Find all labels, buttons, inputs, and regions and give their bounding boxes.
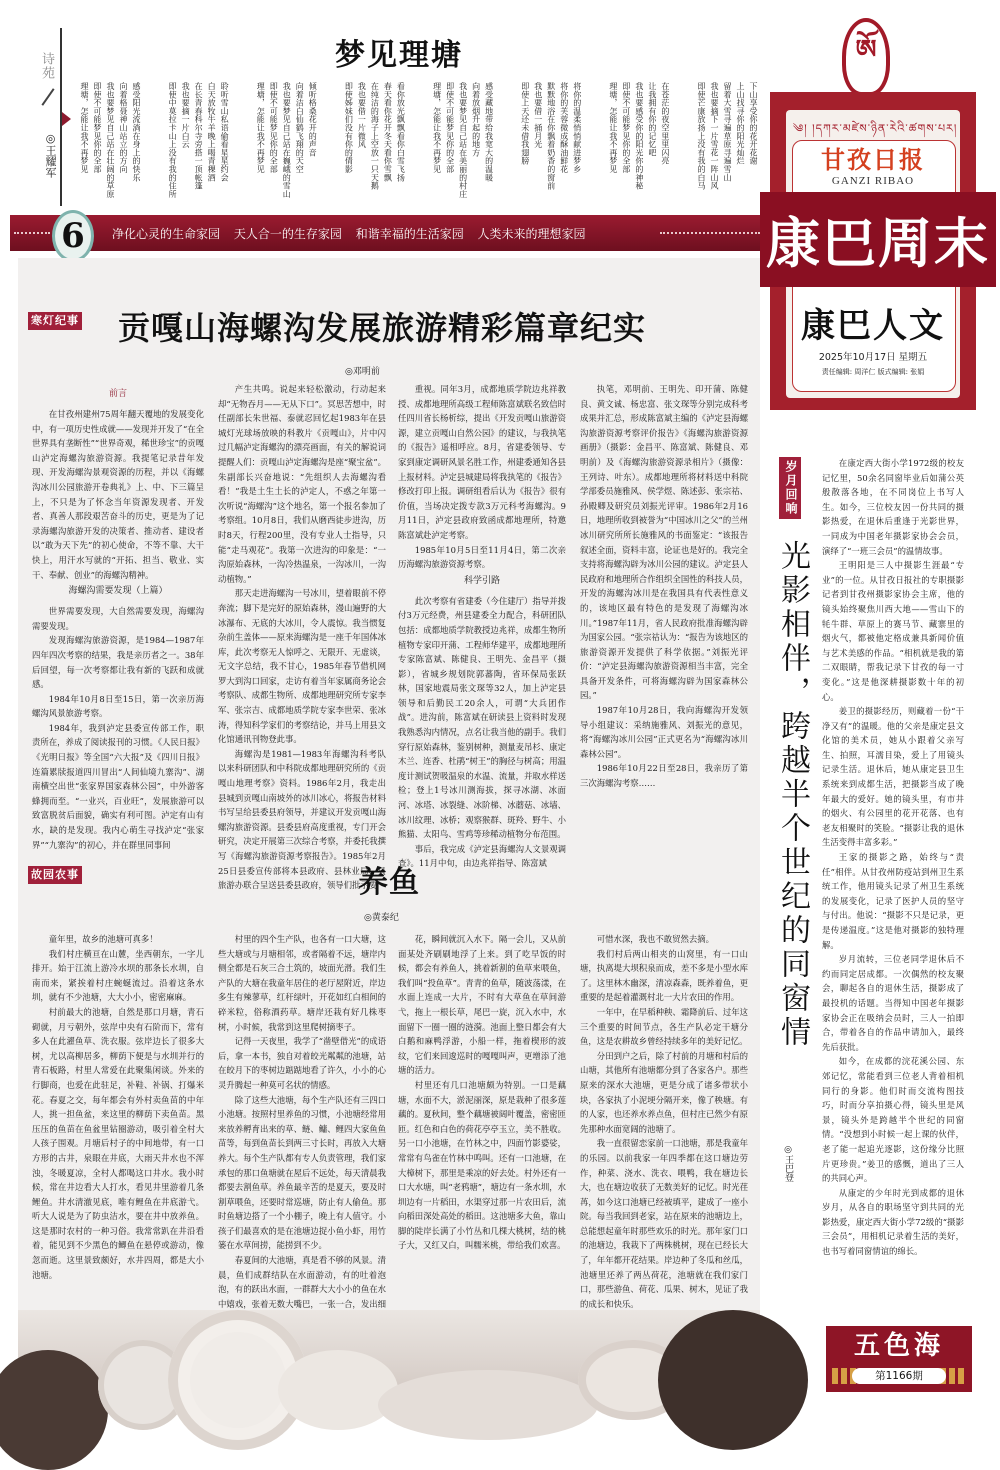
paragraph: 1985年10月5日至11月4日，第二次亲历海螺沟旅游资源考察。 <box>398 544 566 570</box>
poem-line: 白天放牧牛羊晚上喝青稞酒 <box>207 82 217 182</box>
paragraph: 姜卫的摄影经历，则藏着一份“干净又有”的温暖。他的父亲是康定县文化馆的美术员，她从小跟着父亲写生、拍照，耳濡目染，爱上了用镜头记录生活。退休后，她从康定县卫生系统来到成都生活，把摄影当成了晚年最大的爱好。她的镜头里，有市井的烟火、有公园里的花开花落、也有老友相聚时的笑脸。“摄影让我的退休生活变得丰富多彩。” <box>822 706 964 848</box>
paragraph: 村里的四个生产队，也各有一口大塘，这些大塘或与月塘相邻，或者隔着不远，塘岸内侧全都是石灰三合土筑的，坡面光滑。我们生产队的大塘在我童年居住的老厅屋附近，岸边多生有辣蓼草，红秆绿叶，开花如红白相间的碎米粒，俗称酒药草。塘岸还栽有好几株枣树，小时候，我常到这里爬树摘枣子。 <box>218 934 386 1032</box>
paragraph: 事后，我完成《泸定县海螺沟人文景观调查》。11月中旬，由边兆祥指导、陈富斌 <box>398 843 566 869</box>
paragraph: 1987年10月28日，我向海螺沟开发领导小组建议：采纳施雅风、刘振光的意见，将“海螺沟冰川公园”正式更名为“海螺沟冰川森林公园”。 <box>580 705 748 759</box>
poem-line: 春天看你花开冬天看你雪飘 <box>383 82 393 182</box>
poem-line: 我也要摘下一片雪花一阵山风 <box>709 82 719 190</box>
subheading: 海螺沟需要发现（上篇） <box>68 586 168 597</box>
paragraph: 如今，在成都的浣花溪公园、东郊记忆，常能看到三位老人背着相机同行的身影。他们时而交流构图技巧，时而分享拍摄心得，镜头里是风景，镜头外是跨越半个世纪的同窗情。“没想到小时候一起上课的伙伴，老了能一起追光逐影，这份缘分比照片更珍贵。”姜卫的感慨，道出了三人的共同心声。 <box>822 1056 964 1184</box>
poem-column-label: 诗苑 <box>39 52 54 80</box>
paragraph: 在康定西大街小学1972级的校友记忆里，50余名同窗毕业后如蒲公英般散落各地，在不同岗位上书写人生。如今，三位校友因一份共同的摄影热爱，在退休后重逢于光影世界，一同成为中国老年摄影家协会会员，演绎了“一班三会员”的温情故事。 <box>822 458 964 556</box>
poem-stanza <box>342 82 407 210</box>
poem-stanza <box>166 82 231 210</box>
article1-title: 贡嘎山海螺沟发展旅游精彩篇章纪实 <box>118 309 647 347</box>
paragraph: 1986年10月22日至28日，我亲历了第三次海螺沟考察…… <box>580 763 748 789</box>
paragraph: 我们村后两山相夹的山窝里，有一口山塘，执离堤大坝积泉而成，差不多是小型水库了。这里林木幽深，清凉森森，既养着鱼，更重要的是起着灌溉村北一大片农田的作用。 <box>580 948 748 1003</box>
poem-line: 让我拥有你的记忆吧 <box>647 82 657 157</box>
slogan-item: 和谐幸福的生活家园 <box>355 227 464 241</box>
poem-line: 在长青春科尔寺旁搭一顶帐篷 <box>194 82 204 190</box>
poem-line: 将你的芙蓉微成酥油鲜花 <box>559 82 569 174</box>
slogan-item: 天人合一的生存家园 <box>233 227 342 241</box>
poem-line: 向着洁白仙鹤飞翔的天空 <box>295 82 305 174</box>
poem-author: ◎王耀军 <box>44 132 57 178</box>
paragraph: 我们村庄横亘在山麓，坐西朝东，一字儿排开。始于江流上游冷水坝的那条长水圳，自南而来，紧挨着村庄蜿蜒流过。沿着这条水圳，就有不少池塘，大大小小，密密麻麻。 <box>32 948 204 1003</box>
paragraph: 产生共鸣。说起来轻松激动，行动起来却“无物吞月——无从下口”。冥思苦想中，时任副部长朱世福、泰就忍回忆起1983年在县城灯光球场放映的科教片《贡嘎山》，片中闪过几幅泸定海螺沟的漂亮画面，有关的解说词提醒人们：贡嘎山泸定海螺沟是座“聚宝盆”。朱副部长兴奋地说：“先组织人去海螺沟看看！”我是土生土长的泸定人，不惑之年第一次听说“海螺沟”这个地名，第一个报名参加了考察组。10月8日，我们从磨西徒步进沟，历时8天，行程200里，没有专业人士指导，只能“走马观花”。我第一次进沟的印象是：“一沟原始森林，一沟冷热温泉，一沟冰川，一沟动植物。” <box>218 384 386 584</box>
tibetan-ribbon-emblem-icon: ཨོ <box>842 18 890 96</box>
poem-line: 聆听雪山私语偷看星星约会 <box>220 82 230 182</box>
poem-stanza <box>78 82 143 210</box>
article1-column-4 <box>580 382 748 849</box>
tibetan-title: ༄། །དཀར་མཛེས་ཉིན་རེའི་ཚགས་པར། <box>792 122 958 135</box>
paragraph: 1984年10月8日至15日，第一次亲历海螺沟风景旅游考察。 <box>32 693 204 719</box>
article2-column-2 <box>218 932 386 1309</box>
article1-section-tag: 寒灯纪事 <box>28 312 82 330</box>
poem-stanza <box>519 82 584 210</box>
issue-number: 第1166期 <box>852 1368 946 1384</box>
paragraph: 花，瞬间就沉入水下。隔一会儿，又从前面某处齐刷刷地浮了上来。到了吃早饭的时候，都会有养鱼人，挑着新割的鱼草来喂鱼，我们叫“投鱼草”。青青的鱼草，随波荡漾，在水面上连成一大片，不时有大草鱼在草间游弋，拖上一根长草，尾巴一旋，沉入水中，水面留下一圈一圈的涟漪。池面上整日都会有大白鹅和麻鸭浮游，小船一样，拖着楔形的波纹，它们来回逡巡时的嘎嘎叫声，更增添了池塘的活力。 <box>398 934 566 1076</box>
poem-line: 即使芒康放扬上没有我的白马 <box>696 82 706 190</box>
dotted-rule <box>14 232 50 234</box>
poem-line: 即使不可能梦见你的全部 <box>269 82 279 174</box>
side-story-section-tag: 岁月回响 <box>779 457 801 519</box>
side-story-title: 光影相伴，跨越半个世纪的同窗情 <box>775 540 810 1050</box>
poem-line: 我也要摘一片白云 <box>181 82 191 149</box>
poem-line: 即使上天还未借我翅膀 <box>520 82 530 165</box>
paragraph: 记得一天夜里，我学了“凿壁借光”的成语后，拿一本书，独自对着皎光粼粼的池塘，站在皎月下的枣树边踮踮地看了许久，小小的心灵升腾起一种莫可名状的情感。 <box>218 1036 386 1090</box>
banner-slogan <box>112 225 596 242</box>
article1-column-1 <box>32 385 204 852</box>
article2-column-4 <box>580 932 748 1309</box>
poem-line: 即使不可能梦见你的全部 <box>621 82 631 174</box>
poem-line: 即使姊妹们没有你的倩影 <box>344 82 354 174</box>
poem-line: 向着放烟升起的地方 <box>471 82 481 157</box>
poem-line: 我也要梦见自己站在美丽的村庄 <box>458 82 468 199</box>
paragraph: 童年里，故乡的池塘可真多！ <box>48 934 158 944</box>
article1-byline: ◎邓明前 <box>345 367 380 377</box>
slogan-item: 人类未来的理想家园 <box>477 227 586 241</box>
poem-line: 理塘，怎能让我不再梦见 <box>256 82 266 174</box>
article2-column-3 <box>398 932 566 1297</box>
article2-column-1 <box>32 932 204 1297</box>
paragraph: 海螺沟是1981—1983年海螺沟科考队以来科研团队和中科院成都地理研究所的《贡嘎山地理考察》资料。1986年2月，我走出县城到贡嘎山南坡外的冰川冰心，将报告材料书写呈给县委县府领导，并建议开发贡嘎山海螺沟旅游资源。县委县府高度重视，专门开会研究，决定开展第三次综合考察，并委托我撰写《海螺沟旅游资源考察报告》。1985年2月25日县委宣传部将本县政府、县林业局、县旅游办联合呈送县委县政府，领导们批示要 <box>218 748 386 891</box>
poem-line: 即使不可能梦见你的全部 <box>445 82 455 174</box>
paragraph: 村里还有几口池塘颇为特别。一口是藕塘，水面不大，淤泥丽深，原是栽种了很多莲藕的。夏秋间，整个藕塘被阔叶覆盖，密密匝匝。红色和白色的荷花亭亭玉立，美不胜收。另一口小池塘，在竹林之中，四面竹影婆娑，常常有鸟雀在竹林中鸣叫。还有一口池塘，在大樟树下，那里是乘凉的好去处。村外还有一口大水塘，叫“老鸦塘”，塘边有一条水圳，水圳边有一片稻田，水渠穿过那一片农田后，流向稻田深处高处的稻田。这池塘多大鱼，靠山脚的陡岸长满了小竹丛和几棵大桃树，结的桃子大，又红又白，叫糯米桃，带给我们欢喜。 <box>398 1079 566 1251</box>
paragraph: 从康定的少年时光到成都的退休岁月，从各自的职场坚守到共同的光影热爱，康定西大街小学72级的“摄影三会员”，用相机记录着生活的美好，也书写着同窗情谊的绵长。 <box>822 1187 964 1257</box>
poem-line: 将你的温柔悄悄献进梦乡 <box>572 82 582 174</box>
poem-line: 默默地浴在你飘着奶香的窗前 <box>546 82 556 190</box>
poem-line: 我也要梦见自己站在巍峨的雪山 <box>282 82 292 199</box>
article1-column-3 <box>398 382 566 869</box>
weekly-title: 康巴周末 <box>760 192 996 287</box>
article2-section-tag: 故园农事 <box>28 866 82 884</box>
poem-line: 倾听格桑花开的声音 <box>308 82 318 157</box>
poem-line: 感受藏地带给我宽大的温暖 <box>484 82 494 182</box>
paragraph: 王明阳是三人中摄影生涯最“专业”的一位。从甘孜日报社的专职摄影记者到甘孜州摄影家协会主席，他的镜头始终聚焦川西大地——雪山下的牦牛群、草原上的赛马节、藏寨里的烟火气，都被他定格成兼具新闻价值与艺术美感的作品。“相机就是我的第二双眼睛，帮我记录下甘孜的每一寸变化。”这是他深耕摄影数十年的初心。 <box>822 560 964 702</box>
newspaper-name: 甘孜日报 <box>821 145 925 174</box>
paragraph: 1984年，我到泸定县委宣传部工作，职责所在，养成了阅读报刊的习惯。《人民日报》《光明日报》等全国“六大报”及《四川日报》连篇累牍报道四川冒出“人间仙境九寨沟”、湖南横空出世“张家界国家森林公园”，中外游客蜂拥而至。“一业兴，百业旺”，发展旅游可以致富脱贫后面貌，确实有利可图。泸定有山有水，缺的是发现。我内心萌生寻找泸定“张家界”“九寨沟”的初心，并在群里同事间 <box>32 722 204 850</box>
slash-divider <box>41 88 54 106</box>
poem-line: 即使中莫拉卡山上没有我的住所 <box>168 82 178 199</box>
poem-body <box>78 82 760 210</box>
poem-line: 即使不可能梦见你的全部 <box>93 82 102 174</box>
poem-line: 我也要借一片微风 <box>357 82 367 149</box>
poem-line: 我也要借一捅月光 <box>533 82 543 149</box>
paragraph: 重视。同年3月，成都地质学院边兆祥教授、成都地理所高级工程师陈富斌联名致信时任四川省长杨析综，提出《开发贡嘎山旅游资源，建立贡嘎山自然公园》的建议，与我执笔的《报告》遥相呼应。8月，省建委领导、专家到康定调研风景名胜工作，州建委通知各县上报材料。泸定县城建局将我执笔的《报告》修改打印上报。调研组看后认为《报告》很有价值，当场决定拨专款3万元科考海螺沟。9月11日，泸定县政府致函成都地理所，特邀陈富斌赴泸定考察。 <box>398 384 566 540</box>
side-story-body <box>822 456 964 1318</box>
paragraph: 村前最大的池塘，自然是那口月塘，青石砌就，月亏朝外，弦岸中央有石阶而下，常有多人在此濯鱼草、洗衣服。弦岸边长了很多大树，尤以高柳居多，柳荫下便是与水圳并行的青石板路，村里人常爱在此聚集闲谈。外来的行脚商，也爱在此驻足，补鞋、补锅、打爆米花。春夏之交，每年都会有外村卖鱼苗的中年人，挑一担鱼盆，来这里的柳荫下卖鱼苗。黑压压的鱼苗在鱼盆里钻圈游动，吸引着全村大人孩子围观。月塘后村子的中间地带，有一口方形的古井，泉眼在井底，大雨天井水也不浑浊，冬暖夏凉，全村人都喝这口井水。我小时候，常在井边看大人打水，看见井里游着几条鲤鱼。井水清澈见底，唯有鲤鱼在井底游弋。听大人说是为了防虫洁水，要在井中放养鱼。这是那时农村的一种习俗。我常常趴在井沿看着，能见到不少黑色的鲫鱼在悬停或游动，像忽而逝。这里景致颇好，水井四周，都是大小池塘。 <box>32 1006 204 1280</box>
poem-line: 理塘，怎能让我不再梦见 <box>432 82 442 174</box>
poem-line: 在苍茫的夜空里里闪亮 <box>660 82 670 165</box>
wusehai-logo-name: 五色海 <box>853 1331 944 1361</box>
poem-line: 我也要梦见自己站在壮阔的草原 <box>106 82 115 199</box>
poem-line: 上山找寻你的阳光灿烂 <box>735 82 745 165</box>
paragraph: 分田到户之后，除了村前的月塘和村后的山塘，其他所有池塘都分到了各家各户。那些原来的深水大池塘，更是分成了诸多带状小块，各家执了小泥埂分隔开来，像了秧塘。有的人家，也还养水养点鱼，但村庄已然少有原先那种水面宽阔的池塘了。 <box>580 1050 748 1134</box>
editor-credits: 责任编辑: 周洋仁 版式编辑: 张娟 <box>821 368 925 376</box>
paragraph: 除了这些大池塘，每个生产队还有三四口小池塘。按照村里养鱼的习惯，小池塘经常用来放养孵育出来的草、鲢、鳙、鲤四大家鱼鱼苗等，每到鱼苗长到两三寸长时，再放入大塘养大。每个生产队都有专人负责管理，我们家承包的那口鱼塘就在屋后不远处，每天清晨我都要去割鱼草。养鱼最辛苦的是夏天，要及时割草喂鱼，还要时常巡塘，防止有人偷鱼。那时鱼塘边搭了一个小棚子，晚上有人值守。小孩子们最喜欢的是在池塘边捉小鱼小虾，用竹篓在水草间捞，能捞到不少。 <box>218 1094 386 1251</box>
auspicious-clouds-decoration <box>18 1310 760 1398</box>
poem-title: 梦见理塘 <box>335 38 463 73</box>
newspaper-pinyin: GANZI RIBAO <box>831 175 915 187</box>
paragraph: 王家的摄影之路，始终与“责任”相伴。从甘孜州防疫站到州卫生系统工作，他用镜头记录了州卫生系统的发展变化，记录了医护人员的坚守与付出。他说：“摄影不只是记录，更是传递温度。”这是他对摄影的独特理解。 <box>822 852 964 950</box>
poem-stanza <box>254 82 319 210</box>
paragraph: 此次考察有省建委（今住建厅）指导并拨付3万元经费，州县建委全力配合，科研团队包括：成都地质学院教授边兆祥，成都生物所植物专家印开蒲、工程师华建平，成都地理所专家陈富斌、陈健良、王明先、金昌平（摄影），省城乡规划院郭蕃陶，省环保局张跃林，国家地震局张文琛等32人，加上泸定县领导和后勤民工20余人，可谓“大兵团作战”。进沟前，陈富斌在研读县上资料时发现我熟悉沟内情况，点名让我当他的副手。我们穿行原始森林，鉴别树种，测量麦吊杉、康定木兰、连香、杜鹃“树王”的胸径与树高；用温度计测试贺吸温泉的水温、流量，并取水样送检；登上1号冰川测海拔，探寻冰湖、冰面河、冰塔、冰裂缝、冰阶梯、冰蘑菇、冰墙、冰川纹理、冰桥；观察猴群、斑羚、野牛、小熊猫、太阳鸟、雪鸡等珍稀动植物分布范围。 <box>398 595 566 840</box>
poem-line: 下山享受你的花开花谢 <box>748 82 758 165</box>
poem-line: 留着大雪寻遍草原寻遍雪山 <box>722 82 732 182</box>
paragraph: 可惜水深，我也不敢贸然去摘。 <box>596 934 715 944</box>
dotted-rule <box>660 232 760 234</box>
paragraph: 那天走进海螺沟一号冰川，望着眼前不停奔流；脚下是完好的原始森林，漫山遍野的大冰瀑布、无底的大冰川，令人震惊。我当惯复杂前生盖体——原来海螺沟是一座千年国体冰库，此次考察无人惊呼之、无限开、无虚谈，无文字总结，我不甘心，1985年春节借机网罗大到沟口回家，走访有着当年家属商务论会考察队、成都生物所、成都地理研究所专家李军、张宗吉、成都地质学院专家李世荣、张冰涛，得知科学家们的考察结论，并马上用县文化馆通讯刊物登此事。 <box>218 588 386 745</box>
page-number-badge: 6 <box>52 210 94 262</box>
poem-line: 理塘，怎能让我不再梦见 <box>608 82 618 174</box>
poem-line: 看你放光飘飘看你白雪飞扬 <box>396 82 406 182</box>
paragraph: 在甘孜州建州75周年翻天覆地的发展变化中，有一项历史性成就——发现并开发了“在全世界具有垄断性”“世界奇观，稀世珍宝”的贡嘎山泸定海螺沟旅游资源。我提笔记录昔年发现、开发海螺沟景观资源的历程，并以《海螺沟冰川公园旅游开卷典礼》上、中、下三篇呈上，不只是为了怀念当年资源发现者、开发者、真善人那段艰苦奋斗的历史，更是为了记录海螺沟旅游开发的决策者、推动者、建设者以“敢为天下先”的初心使命，不等不靠、大干快上，用汗水写就的“开拓、担当、敬业、实干、奉献、创业”的海螺沟精神。 <box>32 409 204 580</box>
paragraph: 岁月流转，三位老同学退休后不约而同定居成都。一次偶然的校友聚会，聊起各自的退休生活，摄影成了最投机的话题。当得知中国老年摄影家协会正在吸纳会员时，三人一拍即合，带着各自的作品申请加入，最终先后获批。 <box>822 954 964 1052</box>
poem-line: 理塘，怎能让我不再梦见 <box>80 82 89 174</box>
paragraph: 春夏间的大池塘，真是看不够的风景。清晨，鱼们成群结队在水面游动，有的吐着泡泡，有的跃出水面，一群群大大小小的鱼在水中嬉戏，张着无数大嘴巴，一张一合，发出细 <box>218 1255 386 1309</box>
poem-line: 感受阳光流淌在身上的快乐 <box>132 82 141 182</box>
poem-line: 向着格聂神山站立的方向 <box>119 82 128 174</box>
article2-title: 养鱼 <box>358 865 420 900</box>
triangle-marker-icon <box>62 112 71 126</box>
paragraph: 我一直很留恋家前一口池塘，那是我童年的乐园。以前我家一年四季都在这口塘边劳作，种菜、浇水、洗衣、喂鸭，我在塘边长大，也在塘边收获了无数美好的记忆。时光荏苒，如今这口池塘已经被填平，建成了一座小院。每当我回到老家，站在原来的池塘边上，总能想起童年时那些欢乐的时光。那年家门口的池塘边，我栽下了两株桃树，现在已经长大了，年年都开花结果。岸边种了冬瓜和丝瓜，池塘里还养了两丛荷花，池塘就在我们家门口，那些游鱼、荷花、瓜果、树木，见证了我的成长和快乐。 <box>580 1138 748 1309</box>
slogan-item: 净化心灵的生命家园 <box>112 227 221 241</box>
article2-byline: ◎黄泰纪 <box>364 913 399 923</box>
poem-line: 在纯洁的海子上空放一只天鹅 <box>370 82 380 190</box>
section-title: 康巴人文 <box>801 306 945 346</box>
paragraph: 世界需要发现，大自然需要发现，海螺沟需要发现。 <box>32 606 204 631</box>
subheading: 前言 <box>108 389 127 399</box>
paragraph: 一年中，在早稻种秧、霜降前后、过年这三个重要的时间节点，各生产队必定干塘分鱼，这是农耕故乡曾经持续多年的美好记忆。 <box>580 1006 748 1047</box>
subheading: 科学引路 <box>463 575 500 586</box>
poem-stanza <box>695 82 760 210</box>
poem-stanza <box>431 82 496 210</box>
poem-stanza <box>607 82 672 210</box>
paragraph: 执笔，邓明前、王明先、印开蒲、陈健良、黄文诚、杨忠富、张文琛等分别完成科考成果并汇总，形成陈富斌主编的《泸定县海螺沟旅游资源考察评价报告》《海螺沟旅游资源画册》（摄影：金昌平、陈富斌、陈健良、邓明前）及《海螺沟旅游资源录相片》（摄像：王列诗、叶东）。成都地理所将材料送中科院学部委员施雅风、侯学煜、陈述彭、张宗祜、孙殿卿及研究员刘振光评审。1986年2月16日，地理所收到被誉为“中国冰川之父”的兰州冰川研究所所长施雅风的书面鉴定：“该报告叙述全面，资料丰富，论证也是好的。我完全支持将海螺沟辟为冰川公园的建议。泸定县人民政府和地理所合作组织全国性的科技人员，开发的海螺沟冰川是在我国具有代表性意义的，该地区最有特色的是发现了海螺沟冰川。”1987年11月，省人民政府批准海螺沟辟为国家公园。“张宗祜认为：“报告为该地区的旅游资源开发提供了科学依据。”刘振光评价：“泸定县海螺沟旅游资源相当丰富，完全具备开发条件，可将海螺沟辟为国家森林公园。” <box>580 384 748 701</box>
article1-column-2 <box>218 382 386 891</box>
poem-line: 我也要感受你的阳光你的神秘 <box>634 82 644 190</box>
issue-date: 2025年10月17日 星期五 <box>818 352 928 363</box>
paragraph: 发现海螺沟旅游资源，是1984—1987年四年四次考察的结果，我是亲历者之一。38年后回望，每一次考察都让我有新的飞跃和成就感。 <box>32 635 204 690</box>
side-story-author: ◎王巴登 <box>783 1145 793 1182</box>
